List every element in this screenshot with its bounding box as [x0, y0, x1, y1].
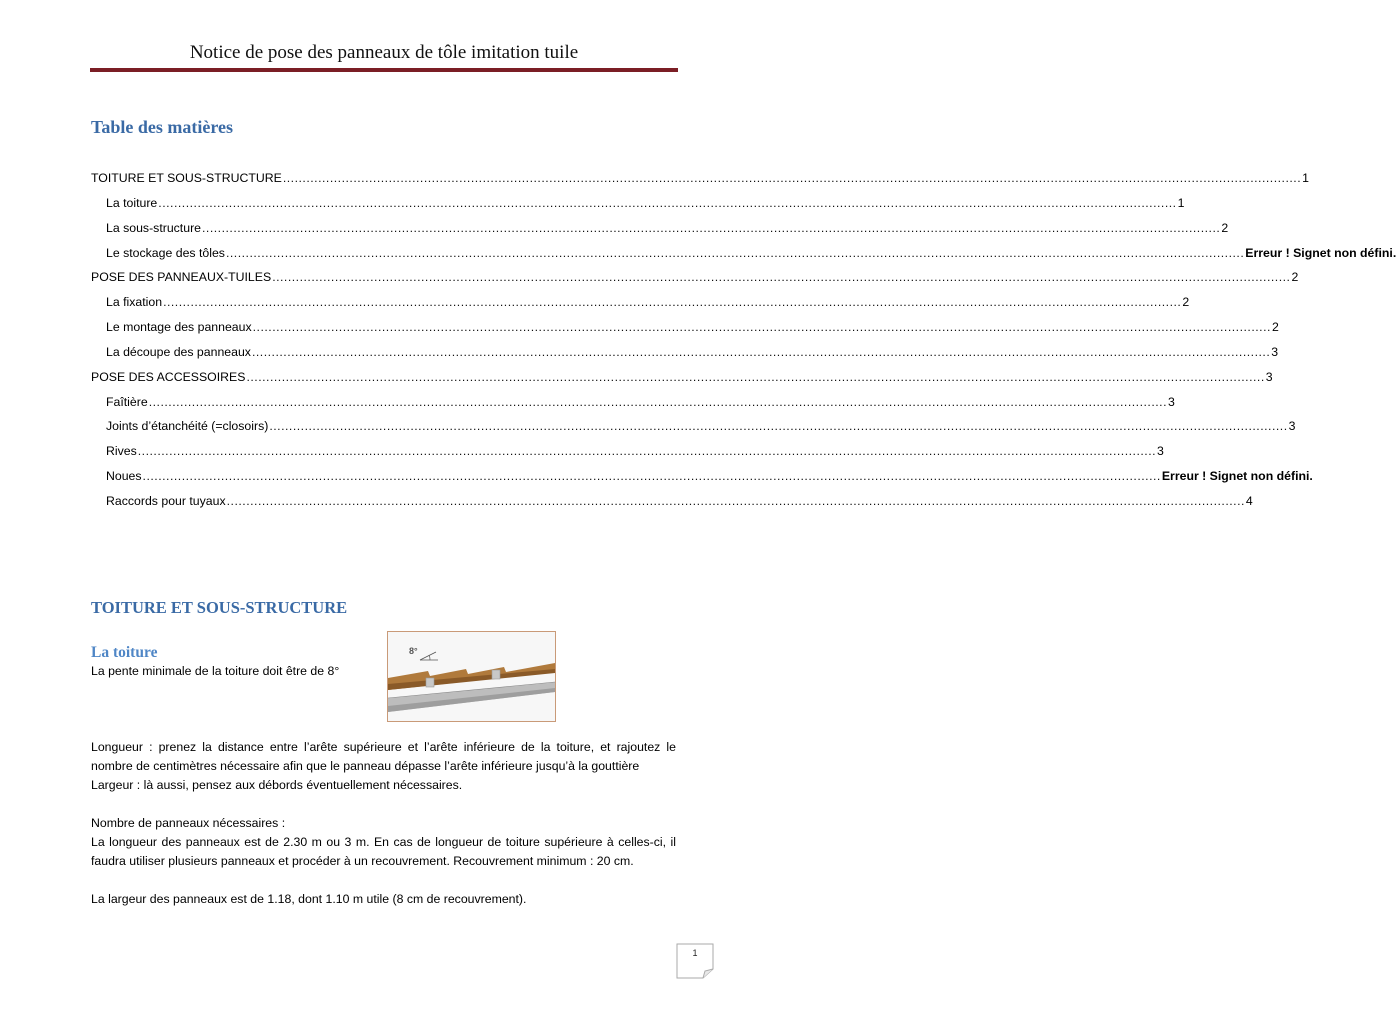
header-rule [90, 68, 678, 72]
toc-dot-leader: .................................................................................................................................................................................................................................................................... [251, 344, 1271, 359]
table-of-contents [91, 171, 1396, 519]
toc-entry[interactable] [91, 245, 1396, 271]
toc-entry-label: POSE DES ACCESSOIRES [91, 369, 246, 384]
toc-dot-leader: .................................................................................................................................................................................................................................................................... [158, 195, 1177, 210]
toc-entry[interactable] [91, 419, 1296, 444]
toc-entry-page: 1 [1302, 171, 1309, 185]
slope-angle-label: 8° [409, 646, 418, 656]
slope-text: La pente minimale de la toiture doit être de 8° [91, 664, 340, 678]
toc-dot-leader: .................................................................................................................................................................................................................................................................... [252, 320, 1271, 335]
toc-dot-leader: .................................................................................................................................................................................................................................................................... [137, 444, 1157, 459]
toc-entry-page: 2 [1221, 220, 1229, 235]
toc-dot-leader: .................................................................................................................................................................................................................................................................... [142, 469, 1161, 484]
toc-entry-page: 2 [1182, 295, 1190, 310]
subsection-heading: La toiture [91, 644, 158, 661]
toc-entry-label: La fixation [106, 295, 163, 310]
toc-entry-label: La sous-structure [106, 220, 202, 235]
toc-dot-leader: .................................................................................................................................................................................................................................................................... [282, 171, 1302, 185]
toc-dot-leader: .................................................................................................................................................................................................................................................................... [269, 419, 1288, 434]
toc-entry-label: POSE DES PANNEAUX-TUILES [91, 270, 272, 285]
toc-entry-page: 4 [1245, 493, 1253, 508]
toc-dot-leader: .................................................................................................................................................................................................................................................................... [225, 245, 1245, 260]
toc-entry-page: 3 [1157, 444, 1164, 459]
toc-entry[interactable] [91, 444, 1164, 469]
section-heading: TOITURE ET SOUS-STRUCTURE [91, 598, 348, 617]
toc-entry-page: 3 [1265, 369, 1273, 384]
toc-entry[interactable] [91, 295, 1190, 320]
toc-entry[interactable] [91, 320, 1279, 345]
toc-dot-leader: .................................................................................................................................................................................................................................................................... [202, 220, 1221, 235]
roof-panel-illustration [388, 632, 555, 721]
panel-count-heading: Nombre de panneaux nécessaires : [91, 816, 286, 830]
toc-entry[interactable] [91, 270, 1299, 295]
page-number: 1 [692, 948, 698, 958]
toc-entry-label: La toiture [106, 195, 158, 210]
panel-width-paragraph: La largeur des panneaux est de 1.18, dont 1.10 m utile (8 cm de recouvrement). [91, 892, 527, 906]
toc-entry[interactable] [91, 344, 1279, 370]
toc-heading: Table des matières [91, 117, 233, 137]
toc-entry-page: 3 [1168, 394, 1175, 409]
toc-entry-label: Rives [106, 444, 137, 459]
toc-dot-leader: .................................................................................................................................................................................................................................................................... [246, 369, 1265, 384]
toc-entry[interactable] [91, 171, 1309, 196]
toc-entry-page: 3 [1271, 344, 1279, 359]
toc-entry-page: Erreur ! Signet non défini. [1161, 469, 1313, 484]
toc-entry-label: Faîtière [106, 394, 148, 409]
toc-dot-leader: .................................................................................................................................................................................................................................................................... [226, 493, 1245, 508]
toc-entry[interactable] [91, 369, 1273, 395]
toc-entry-label: La découpe des panneaux [106, 344, 251, 359]
document-header-title: Notice de pose des panneaux de tôle imitation tuile [189, 42, 579, 63]
toc-entry-label: TOITURE ET SOUS-STRUCTURE [91, 171, 282, 185]
toc-entry[interactable] [91, 493, 1253, 519]
length-paragraph: Longueur : prenez la distance entre l’arête supérieure et l’arête inférieure de la toiture, et rajoutez le nombre de centimètres nécessaire afin que le panneau dépasse l’arête inférieure jusqu’à la gouttière [91, 740, 676, 773]
toc-entry-label: Noues [106, 469, 142, 484]
panel-length-paragraph: La longueur des panneaux est de 2.30 m ou 3 m. En cas de longueur de toiture supérieure à celles-ci, il faudra utiliser plusieurs panneaux et procéder à un recouvrement. Recouvrement minimum : 20 cm. [91, 835, 676, 868]
toc-entry-label: Joints d’étanchéité (=closoirs) [106, 419, 269, 434]
roof-slope-figure [387, 631, 556, 722]
toc-entry-label: Le stockage des tôles [106, 245, 225, 260]
toc-entry[interactable] [91, 195, 1185, 221]
width-paragraph: Largeur : là aussi, pensez aux débords éventuellement nécessaires. [91, 778, 463, 792]
toc-entry-page: Erreur ! Signet non défini. [1245, 245, 1396, 260]
toc-entry-label: Le montage des panneaux [106, 320, 252, 335]
toc-dot-leader: .................................................................................................................................................................................................................................................................... [148, 394, 1167, 409]
toc-entry-page: 2 [1271, 320, 1279, 335]
toc-dot-leader: .................................................................................................................................................................................................................................................................... [272, 270, 1291, 285]
toc-entry[interactable] [91, 220, 1229, 246]
toc-entry-page: 2 [1291, 270, 1299, 285]
toc-entry[interactable] [91, 394, 1175, 420]
toc-entry-page: 1 [1177, 195, 1185, 210]
toc-entry-label: Raccords pour tuyaux [106, 493, 226, 508]
toc-entry-page: 3 [1288, 419, 1296, 434]
toc-dot-leader: .................................................................................................................................................................................................................................................................... [163, 295, 1182, 310]
toc-entry[interactable] [91, 469, 1313, 494]
